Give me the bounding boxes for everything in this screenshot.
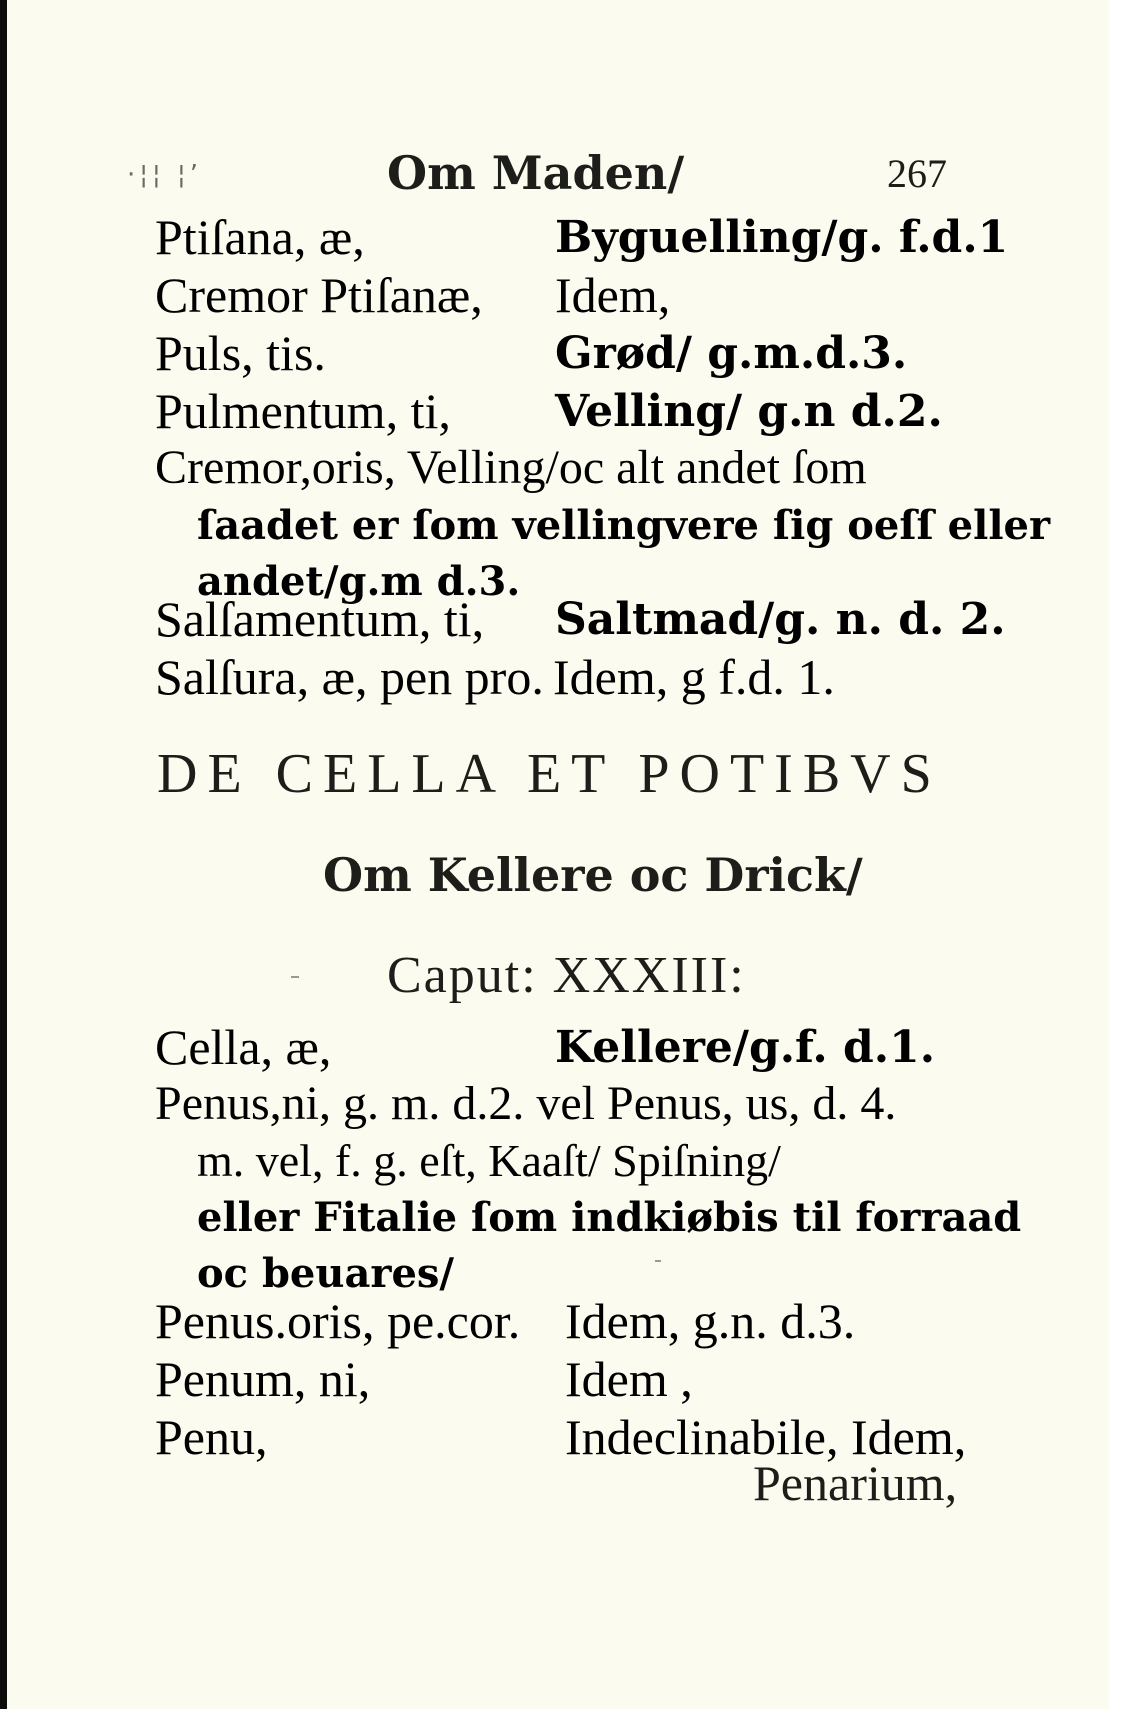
paragraph-line: Penus,ni, g. m. d.2. vel Penus, us, d. 4. [155,1077,897,1130]
entry-row [155,1018,1049,1076]
danish-gloss: Saltmad/g. n. d. 2. [555,594,1006,645]
latin-term: Cella, æ, [155,1019,332,1075]
paper-speck [291,976,299,978]
latin-term: Salſura, æ, pen pro. [155,649,544,705]
latin-term: Salſamentum, ti, [155,591,485,647]
paragraph-line: eller Fitalie ſom indkiøbis til forraad [197,1194,1022,1241]
entry-row [155,324,1049,382]
danish-gloss: Idem, g f.d. 1. [553,649,835,705]
section-heading: DE CELLA ET POTIBVS [157,743,942,805]
danish-gloss: Indeclinabile, Idem, [565,1409,967,1465]
latin-term: Penus.oris, pe.cor. [155,1293,521,1349]
latin-term: Penum, ni, [155,1351,371,1407]
danish-gloss: Idem, [555,267,671,323]
danish-gloss: Byguelling/g. f.d.1 [555,212,1009,263]
danish-gloss: Kellere/g.f. d.1. [555,1022,936,1073]
paragraph-line: Cremor,oris, Velling/oc alt andet ſom [155,441,867,494]
paper-speck [655,1260,661,1262]
entry-row [155,648,1049,706]
paragraph-line: oc beuares/ [197,1250,455,1297]
entry-row [155,208,1049,266]
entry-row [155,590,1049,648]
danish-gloss: Velling/ g.n d.2. [555,386,943,437]
paragraph-line: andet/g.m d.3. [197,558,521,605]
danish-gloss: Grød/ g.m.d.3. [555,328,908,379]
danish-gloss: Idem , [565,1351,693,1407]
chapter-number: Caput: XXXIII: [387,947,746,1004]
danish-gloss: Idem, g.n. d.3. [565,1293,856,1349]
latin-term: Penu, [155,1409,268,1465]
latin-term: Pulmentum, ti, [155,383,451,439]
catchword: Penarium, [753,1455,958,1511]
latin-term: Puls, tis. [155,325,326,381]
section-subheading: Om Kellere oc Drick/ [323,848,863,902]
latin-term: Cremor Ptiſanæ, [155,267,483,323]
running-head: Om Maden/ [387,146,685,200]
entry-row [155,1350,1049,1408]
entry-row [155,382,1049,440]
entry-row [155,266,1049,324]
latin-term: Ptiſana, æ, [155,209,365,265]
paragraph-line: ſaadet er ſom vellingvere ſig oeſſ eller [197,502,1051,549]
entry-row [155,1292,1049,1350]
scan-margin [1109,0,1128,1709]
paragraph-line: m. vel, f. g. eſt, Kaaſt/ Spiſning/ [197,1135,781,1186]
ink-marks: ·¦¦ ¦’ [127,160,203,190]
page-number: 267 [887,151,947,196]
